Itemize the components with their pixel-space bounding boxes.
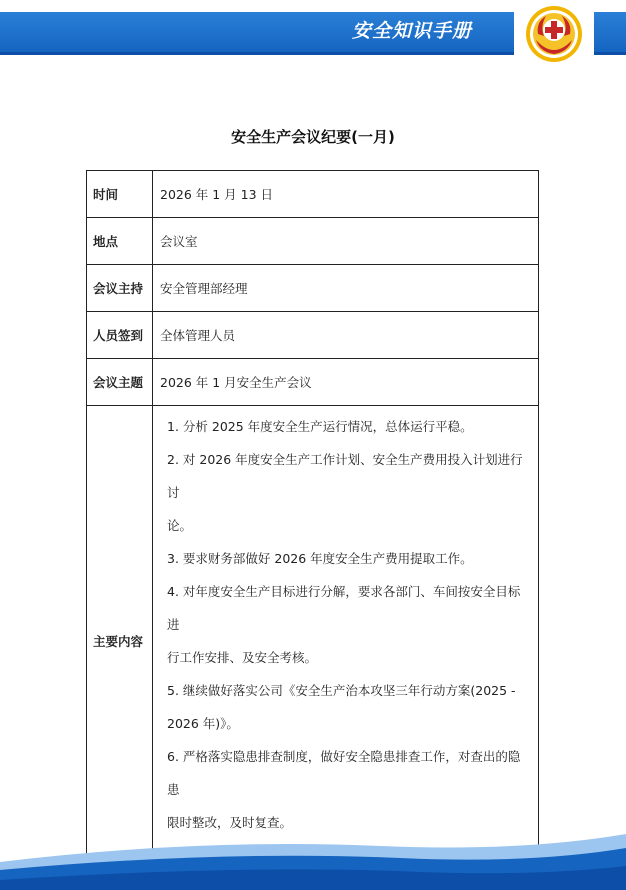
row-value: 安全管理部经理 bbox=[153, 265, 539, 312]
table-row-attendees bbox=[87, 312, 539, 359]
content-line: 限时整改，及时复查。 bbox=[167, 815, 293, 830]
footer-wave bbox=[0, 820, 626, 890]
content-line: 3. 要求财务部做好 2026 年度安全生产费用提取工作。 bbox=[167, 551, 473, 566]
table-row-topic bbox=[87, 359, 539, 406]
row-label: 时间 bbox=[87, 171, 153, 218]
table-row-location bbox=[87, 218, 539, 265]
row-label: 地点 bbox=[87, 218, 153, 265]
meeting-minutes-table bbox=[86, 170, 539, 877]
row-value: 会议室 bbox=[153, 218, 539, 265]
content-list bbox=[160, 406, 538, 876]
header-title: 安全知识手册 bbox=[352, 20, 473, 42]
row-label: 主要内容 bbox=[87, 406, 153, 877]
content-line: 4. 对年度安全生产目标进行分解，要求各部门、车间按安全目标进 bbox=[167, 584, 521, 632]
content-line: 2026 年)》。 bbox=[167, 716, 239, 731]
row-value: 全体管理人员 bbox=[153, 312, 539, 359]
row-value: 2026 年 1 月安全生产会议 bbox=[153, 359, 539, 406]
row-label: 会议主持 bbox=[87, 265, 153, 312]
table-row-host bbox=[87, 265, 539, 312]
row-label: 人员签到 bbox=[87, 312, 153, 359]
document-title: 安全生产会议纪要(一月) bbox=[231, 128, 395, 146]
safety-emblem-icon bbox=[524, 4, 584, 64]
table-row-main-content bbox=[87, 406, 539, 877]
content-line: 6. 严格落实隐患排查制度，做好安全隐患排查工作，对查出的隐患 bbox=[167, 749, 521, 797]
table-row-time bbox=[87, 171, 539, 218]
content-line: 行工作安排、及安全考核。 bbox=[167, 650, 318, 665]
content-line: 论。 bbox=[167, 518, 193, 533]
row-value: 2026 年 1 月 13 日 bbox=[153, 171, 539, 218]
content-cell bbox=[153, 406, 539, 877]
row-label: 会议主题 bbox=[87, 359, 153, 406]
content-line: 5. 继续做好落实公司《安全生产治本攻坚三年行动方案(2025 - bbox=[167, 683, 516, 698]
content-line: 2. 对 2026 年度安全生产工作计划、安全生产费用投入计划进行讨 bbox=[167, 452, 523, 500]
content-line: 1. 分析 2025 年度安全生产运行情况，总体运行平稳。 bbox=[167, 419, 473, 434]
